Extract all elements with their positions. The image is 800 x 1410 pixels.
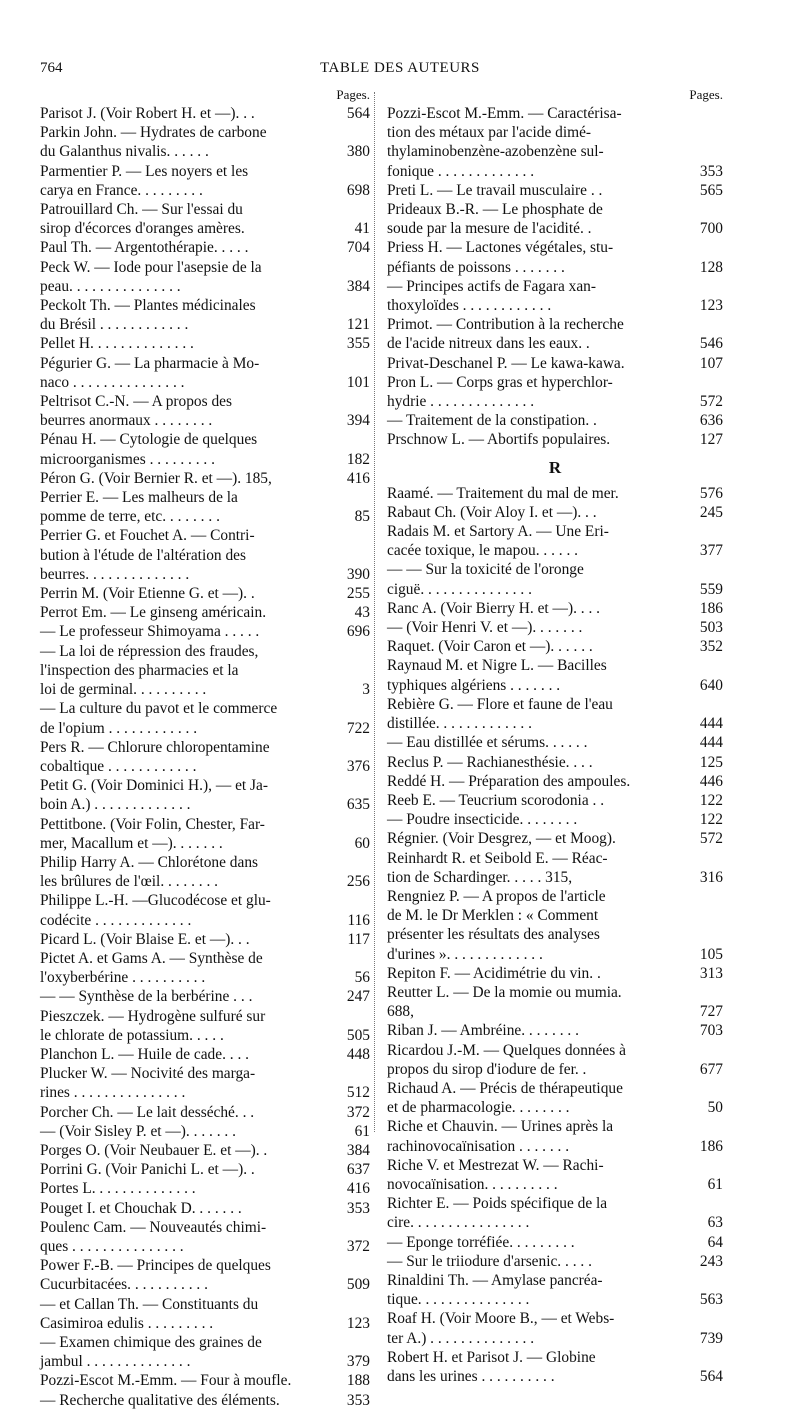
entry-text: Rebière G. — Flore et faune de l'eau distillée. . . . . . . . . . . . . bbox=[387, 695, 613, 733]
entry-page-number: 353 bbox=[346, 1391, 370, 1409]
index-entry bbox=[40, 200, 370, 238]
entry-text: Pozzi-Escot M.-Emm. — Caractérisa- tion des métaux par l'acide dimé- thylaminobenzène-azobenzène sul- fonique . . . . . . . . . . . . . bbox=[387, 105, 622, 180]
entry-text: Preti L. — Le travail musculaire . . bbox=[387, 181, 603, 199]
entry-text: Perrier E. — Les malheurs de la pomme de terre, etc. . . . . . . . bbox=[40, 489, 238, 526]
column-divider bbox=[374, 92, 375, 1132]
index-entry bbox=[40, 1218, 370, 1256]
entry-page-number: 243 bbox=[699, 1252, 723, 1270]
index-entry bbox=[40, 603, 370, 622]
index-entry bbox=[40, 891, 370, 929]
index-entry bbox=[40, 1333, 370, 1371]
entry-page-number: 722 bbox=[346, 719, 370, 737]
entry-text: Richaud A. — Précis de thérapeutique et de pharmacologie. . . . . . . . bbox=[387, 1079, 623, 1117]
index-entry bbox=[387, 1021, 723, 1040]
entry-page-number: 353 bbox=[346, 1199, 370, 1217]
entry-text: Power F.-B. — Principes de quelques Cucurbitacées. . . . . . . . . . . bbox=[40, 1257, 271, 1294]
entry-text: Peltrisot C.-N. — A propos des beurres anormaux . . . . . . . . bbox=[40, 393, 232, 430]
index-entry bbox=[387, 1194, 723, 1232]
entry-text: Péron G. (Voir Bernier R. et —). 185, bbox=[40, 469, 272, 487]
entry-page-number: 245 bbox=[699, 503, 723, 521]
index-entry bbox=[40, 469, 370, 488]
entry-text: Reclus P. — Rachianesthésie. . . . bbox=[387, 753, 593, 771]
entry-text: — Examen chimique des graines de jambul . . . . . . . . . . . . . . bbox=[40, 1334, 262, 1371]
index-entry bbox=[387, 1156, 723, 1194]
entry-text: Repiton F. — Acidimétrie du vin. . bbox=[387, 964, 601, 982]
entry-page-number: 123 bbox=[346, 1314, 370, 1332]
index-entry bbox=[387, 753, 723, 772]
index-entry bbox=[40, 1103, 370, 1122]
entry-page-number: 116 bbox=[347, 911, 370, 929]
index-entry bbox=[40, 162, 370, 200]
index-entry bbox=[387, 733, 723, 752]
entry-text: Perrier G. et Fouchet A. — Contri- bution à l'étude de l'altération des beurres. . . . . . . . . . . . . . bbox=[40, 527, 255, 583]
entry-text: Portes L. . . . . . . . . . . . . . bbox=[40, 1180, 196, 1198]
index-entry bbox=[40, 354, 370, 392]
entry-page-number: 41 bbox=[354, 220, 370, 238]
entry-page-number: 122 bbox=[699, 811, 723, 829]
entry-page-number: 50 bbox=[707, 1099, 723, 1117]
index-entry bbox=[387, 373, 723, 411]
entry-text: Pers R. — Chlorure chloropentamine cobaltique . . . . . . . . . . . . bbox=[40, 738, 270, 775]
entry-text: Rabaut Ch. (Voir Aloy I. et —). . . bbox=[387, 503, 597, 521]
entry-text: Pellet H. . . . . . . . . . . . . . bbox=[40, 335, 194, 353]
entry-text: Raquet. (Voir Caron et —). . . . . . bbox=[387, 638, 593, 656]
entry-text: Reeb E. — Teucrium scorodonia . . bbox=[387, 791, 605, 809]
right-entries-r bbox=[387, 484, 723, 1387]
index-entry bbox=[40, 1141, 370, 1160]
entry-page-number: 64 bbox=[707, 1233, 723, 1251]
entry-page-number: 563 bbox=[699, 1291, 723, 1309]
index-entry bbox=[387, 772, 723, 791]
entry-text: Ricardou J.-M. — Quelques données à propos du sirop d'iodure de fer. . bbox=[387, 1041, 626, 1078]
index-entry bbox=[40, 853, 370, 891]
index-entry bbox=[40, 296, 370, 334]
entry-page-number: 376 bbox=[346, 757, 370, 775]
entry-text: Picard L. (Voir Blaise E. et —). . . bbox=[40, 930, 250, 948]
entry-page-number: 377 bbox=[699, 542, 723, 560]
entry-text: Pénau H. — Cytologie de quelques microorganismes . . . . . . . . . bbox=[40, 431, 258, 468]
index-entry bbox=[387, 238, 723, 276]
entry-page-number: 256 bbox=[346, 873, 370, 891]
entry-page-number: 125 bbox=[699, 753, 723, 771]
index-entry bbox=[40, 1064, 370, 1102]
entry-page-number: 696 bbox=[346, 623, 370, 641]
index-entry bbox=[40, 1179, 370, 1198]
entry-text: — Traitement de la constipation. . bbox=[387, 412, 597, 430]
index-entry bbox=[387, 354, 723, 373]
entry-page-number: 640 bbox=[699, 676, 723, 694]
entry-page-number: 121 bbox=[346, 316, 370, 334]
index-entry bbox=[387, 849, 723, 887]
entry-text: Régnier. (Voir Desgrez, — et Moog). bbox=[387, 830, 616, 848]
entry-page-number: 637 bbox=[346, 1161, 370, 1179]
entry-page-number: 101 bbox=[346, 373, 370, 391]
entry-text: Paul Th. — Argentothérapie. . . . . bbox=[40, 239, 249, 257]
entry-text: Perrin M. (Voir Etienne G. et —). . bbox=[40, 585, 255, 603]
index-entry bbox=[40, 622, 370, 641]
entry-page-number: 128 bbox=[699, 258, 723, 276]
index-entry bbox=[387, 484, 723, 503]
index-entry bbox=[387, 104, 723, 181]
index-entry bbox=[40, 526, 370, 584]
index-entry bbox=[387, 1079, 723, 1117]
entry-page-number: 107 bbox=[699, 354, 723, 372]
entry-page-number: 572 bbox=[699, 830, 723, 848]
entry-text: Reinhardt R. et Seibold E. — Réac- tion de Schardinger. . . . . 315, bbox=[387, 849, 608, 886]
entry-text: — Eponge torréfiée. . . . . . . . . bbox=[387, 1233, 575, 1251]
index-entry bbox=[40, 776, 370, 814]
entry-page-number: 372 bbox=[346, 1237, 370, 1255]
index-entry bbox=[40, 238, 370, 257]
entry-text: — (Voir Henri V. et —). . . . . . . bbox=[387, 619, 583, 637]
index-entry bbox=[40, 1122, 370, 1141]
index-entry bbox=[40, 584, 370, 603]
entry-text: Ranc A. (Voir Bierry H. et —). . . . bbox=[387, 599, 601, 617]
index-entry bbox=[387, 1041, 723, 1079]
index-entry bbox=[387, 522, 723, 560]
index-entry bbox=[387, 430, 723, 449]
entry-page-number: 122 bbox=[699, 791, 723, 809]
entry-text: Plucker W. — Nocivité des marga- rines . . . . . . . . . . . . . . . bbox=[40, 1065, 256, 1102]
entry-page-number: 446 bbox=[699, 772, 723, 790]
entry-page-number: 61 bbox=[707, 1175, 723, 1193]
pages-label: Pages. bbox=[689, 87, 723, 102]
entry-text: Priess H. — Lactones végétales, stu- péfiants de poissons . . . . . . . bbox=[387, 239, 614, 276]
index-entry bbox=[387, 1252, 723, 1271]
entry-page-number: 394 bbox=[346, 412, 370, 430]
entry-text: Philippe L.-H. —Glucodécose et glu- codécite . . . . . . . . . . . . . bbox=[40, 892, 271, 929]
entry-text: Riche et Chauvin. — Urines après la rachinovocaïnisation . . . . . . . bbox=[387, 1118, 614, 1155]
entry-text: — — Synthèse de la berbérine . . . bbox=[40, 988, 253, 1006]
index-entry bbox=[387, 656, 723, 694]
entry-page-number: 255 bbox=[346, 585, 370, 603]
entry-text: Rengniez P. — A propos de l'article de M. le Dr Merklen : « Comment présenter les résultats des analyses d'urines ». . . . . . . . . . . . . bbox=[387, 887, 606, 963]
entry-page-number: 380 bbox=[346, 143, 370, 161]
entry-text: — (Voir Sisley P. et —). . . . . . . bbox=[40, 1122, 236, 1140]
index-entry bbox=[387, 964, 723, 983]
entry-text: Reutter L. — De la momie ou mumia. 688, bbox=[387, 983, 622, 1021]
entry-text: Pégurier G. — La pharmacie à Mo- naco . . . . . . . . . . . . . . . bbox=[40, 354, 260, 391]
entry-page-number: 503 bbox=[699, 619, 723, 637]
index-entry bbox=[40, 1199, 370, 1218]
index-entry bbox=[40, 1045, 370, 1064]
entry-text: Pieszczek. — Hydrogène sulfuré sur le chlorate de potassium. . . . . bbox=[40, 1007, 266, 1044]
pages-label: Pages. bbox=[336, 87, 370, 102]
entry-page-number: 379 bbox=[346, 1353, 370, 1371]
index-entry bbox=[387, 829, 723, 848]
entry-page-number: 727 bbox=[699, 1003, 723, 1021]
entry-text: — La loi de répression des fraudes, l'inspection des pharmacies et la loi de germinal. . . . . . . . . . bbox=[40, 642, 259, 699]
entry-text: Porcher Ch. — Le lait desséché. . . bbox=[40, 1103, 255, 1121]
index-entry bbox=[387, 1271, 723, 1309]
index-entry bbox=[40, 258, 370, 296]
entry-text: — Poudre insecticide. . . . . . . . bbox=[387, 811, 578, 829]
entry-page-number: 247 bbox=[346, 988, 370, 1006]
entry-text: Planchon L. — Huile de cade. . . . bbox=[40, 1045, 249, 1063]
entry-text: Pozzi-Escot M.-Emm. — Four à moufle. bbox=[40, 1372, 292, 1390]
index-entry bbox=[387, 983, 723, 1021]
entry-text: — La culture du pavot et le commerce de l'opium . . . . . . . . . . . . bbox=[40, 700, 278, 737]
right-column bbox=[387, 86, 723, 1386]
entry-page-number: 313 bbox=[699, 964, 723, 982]
entry-page-number: 576 bbox=[699, 484, 723, 502]
entry-page-number: 85 bbox=[354, 508, 370, 526]
entry-text: — Le professeur Shimoyama . . . . . bbox=[40, 623, 260, 641]
index-entry bbox=[40, 1371, 370, 1390]
entry-page-number: 416 bbox=[346, 1180, 370, 1198]
entry-text: Riche V. et Mestrezat W. — Rachi- novocaïnisation. . . . . . . . . . bbox=[387, 1156, 604, 1193]
index-entry bbox=[40, 1295, 370, 1333]
entry-page-number: 61 bbox=[354, 1122, 370, 1140]
entry-text: Pictet A. et Gams A. — Synthèse de l'oxyberbérine . . . . . . . . . . bbox=[40, 949, 263, 987]
entry-page-number: 739 bbox=[699, 1329, 723, 1347]
entry-page-number: 60 bbox=[354, 834, 370, 852]
index-entry bbox=[387, 599, 723, 618]
index-entry bbox=[40, 1160, 370, 1179]
index-entry bbox=[40, 488, 370, 526]
index-entry bbox=[387, 200, 723, 238]
index-entry bbox=[40, 1256, 370, 1294]
entry-text: — Recherche qualitative des éléments. bbox=[40, 1391, 280, 1409]
index-entry bbox=[40, 930, 370, 949]
index-entry bbox=[40, 392, 370, 430]
index-entry bbox=[387, 560, 723, 598]
entry-page-number: 384 bbox=[346, 1141, 370, 1159]
entry-text: Richter E. — Poids spécifique de la cire. . . . . . . . . . . . . . . . bbox=[387, 1195, 608, 1232]
entry-page-number: 117 bbox=[347, 930, 370, 948]
entry-text: — et Callan Th. — Constituants du Casimiroa edulis . . . . . . . . . bbox=[40, 1295, 259, 1332]
entry-page-number: 636 bbox=[699, 412, 723, 430]
entry-text: Primot. — Contribution à la recherche de l'acide nitreux dans les eaux. . bbox=[387, 316, 624, 353]
entry-text: Porrini G. (Voir Panichi L. et —). . bbox=[40, 1161, 255, 1179]
index-entry bbox=[387, 791, 723, 810]
entry-page-number: 188 bbox=[346, 1372, 370, 1390]
entry-text: Petit G. (Voir Dominici H.), — et Ja- boin A.) . . . . . . . . . . . . . bbox=[40, 777, 268, 814]
entry-text: — Eau distillée et sérums. . . . . . bbox=[387, 734, 588, 752]
entry-text: — — Sur la toxicité de l'oronge ciguë. . . . . . . . . . . . . . . bbox=[387, 561, 584, 598]
left-column bbox=[40, 86, 370, 1410]
entry-text: Prschnow L. — Abortifs populaires. bbox=[387, 431, 611, 449]
index-entry bbox=[40, 334, 370, 353]
entry-page-number: 564 bbox=[699, 1368, 723, 1385]
entry-text: — Principes actifs de Fagara xan- thoxyloïdes . . . . . . . . . . . . bbox=[387, 277, 596, 315]
entry-page-number: 63 bbox=[707, 1214, 723, 1232]
index-entry bbox=[387, 618, 723, 637]
entry-text: Pouget I. et Chouchak D. . . . . . . bbox=[40, 1199, 242, 1217]
entry-page-number: 559 bbox=[699, 580, 723, 598]
entry-text: Peckolt Th. — Plantes médicinales du Brésil . . . . . . . . . . . . bbox=[40, 297, 256, 334]
entry-page-number: 698 bbox=[346, 181, 370, 199]
entry-text: Reddé H. — Préparation des ampoules. bbox=[387, 772, 631, 790]
entry-page-number: 353 bbox=[699, 162, 723, 180]
entry-text: Rinaldini Th. — Amylase pancréa- tique. . . . . . . . . . . . . . . bbox=[387, 1271, 603, 1309]
entry-page-number: 56 bbox=[354, 969, 370, 987]
left-entries bbox=[40, 104, 370, 1410]
index-entry bbox=[387, 637, 723, 656]
index-entry bbox=[40, 699, 370, 737]
entry-text: Pettitbone. (Voir Folin, Chester, Far- mer, Macallum et —). . . . . . . bbox=[40, 815, 265, 852]
entry-page-number: 105 bbox=[699, 945, 723, 963]
index-entry bbox=[40, 123, 370, 161]
entry-page-number: 444 bbox=[699, 715, 723, 733]
index-entry bbox=[40, 987, 370, 1006]
entry-page-number: 123 bbox=[699, 297, 723, 315]
entry-page-number: 384 bbox=[346, 277, 370, 295]
entry-text: Perrot Em. — Le ginseng américain. bbox=[40, 604, 267, 622]
entry-page-number: 182 bbox=[346, 450, 370, 468]
entry-text: Porges O. (Voir Neubauer E. et —). . bbox=[40, 1141, 268, 1159]
entry-page-number: 700 bbox=[699, 220, 723, 238]
index-entry bbox=[40, 738, 370, 776]
index-entry bbox=[40, 815, 370, 853]
entry-text: Roaf H. (Voir Moore B., — et Webs- ter A.) . . . . . . . . . . . . . . bbox=[387, 1310, 615, 1347]
entry-text: Radais M. et Sartory A. — Une Eri- cacée toxique, le mapou. . . . . . bbox=[387, 523, 609, 560]
index-entry bbox=[40, 1007, 370, 1045]
entry-text: Parkin John. — Hydrates de carbone du Galanthus nivalis. . . . . . bbox=[40, 124, 267, 161]
entry-text: Raynaud M. et Nigre L. — Bacilles typhiques algériens . . . . . . . bbox=[387, 657, 607, 694]
entry-text: Parisot J. (Voir Robert H. et —). . . bbox=[40, 105, 255, 122]
entry-text: Philip Harry A. — Chlorétone dans les brûlures de l'œil. . . . . . . . bbox=[40, 853, 259, 891]
entry-page-number: 372 bbox=[346, 1103, 370, 1121]
index-entry bbox=[387, 411, 723, 430]
entry-page-number: 416 bbox=[346, 469, 370, 487]
index-entry bbox=[387, 315, 723, 353]
entry-text: Raamé. — Traitement du mal de mer. bbox=[387, 484, 619, 502]
entry-page-number: 43 bbox=[354, 604, 370, 622]
index-entry bbox=[387, 810, 723, 829]
entry-text: — Sur le triiodure d'arsenic. . . . . bbox=[387, 1252, 592, 1270]
index-entry bbox=[387, 1117, 723, 1155]
entry-text: Pron L. — Corps gras et hyperchlor- hydrie . . . . . . . . . . . . . . bbox=[387, 373, 613, 411]
entry-text: Privat-Deschanel P. — Le kawa-kawa. bbox=[387, 354, 625, 372]
entry-page-number: 316 bbox=[699, 868, 723, 886]
right-entries-p bbox=[387, 104, 723, 450]
entry-page-number: 186 bbox=[699, 1137, 723, 1155]
index-entry bbox=[387, 503, 723, 522]
index-entry bbox=[387, 1348, 723, 1386]
entry-text: Parmentier P. — Les noyers et les carya en France. . . . . . . . . bbox=[40, 162, 249, 199]
index-entry bbox=[40, 104, 370, 123]
entry-page-number: 355 bbox=[346, 335, 370, 353]
index-entry bbox=[40, 1391, 370, 1410]
index-entry bbox=[40, 430, 370, 468]
entry-page-number: 352 bbox=[699, 638, 723, 656]
entry-text: Prideaux B.-R. — Le phosphate de soude par la mesure de l'acidité. . bbox=[387, 201, 603, 238]
index-entry bbox=[40, 949, 370, 987]
index-entry bbox=[387, 277, 723, 315]
entry-text: Poulenc Cam. — Nouveautés chimi- ques . . . . . . . . . . . . . . . bbox=[40, 1218, 267, 1255]
section-letter: R bbox=[548, 457, 562, 477]
entry-page-number: 127 bbox=[699, 431, 723, 449]
entry-page-number: 186 bbox=[699, 599, 723, 617]
index-entry bbox=[387, 887, 723, 964]
entry-page-number: 444 bbox=[699, 734, 723, 752]
entry-page-number: 546 bbox=[699, 335, 723, 353]
running-title: TABLE DES AUTEURS bbox=[320, 60, 480, 76]
entry-page-number: 509 bbox=[346, 1276, 370, 1294]
entry-page-number: 390 bbox=[346, 565, 370, 583]
entry-page-number: 572 bbox=[699, 393, 723, 411]
entry-page-number: 635 bbox=[346, 796, 370, 814]
index-entry bbox=[387, 1233, 723, 1252]
entry-page-number: 704 bbox=[346, 239, 370, 257]
entry-page-number: 3 bbox=[362, 681, 370, 699]
entry-text: Robert H. et Parisot J. — Globine dans les urines . . . . . . . . . . bbox=[387, 1348, 596, 1385]
entry-page-number: 703 bbox=[699, 1022, 723, 1040]
entry-text: Patrouillard Ch. — Sur l'essai du sirop d'écorces d'oranges amères. bbox=[40, 201, 245, 238]
entry-page-number: 677 bbox=[699, 1060, 723, 1078]
page-number: 764 bbox=[40, 60, 63, 76]
entry-page-number: 512 bbox=[346, 1084, 370, 1102]
entry-page-number: 564 bbox=[346, 105, 370, 122]
index-entry bbox=[387, 181, 723, 200]
entry-text: Riban J. — Ambréine. . . . . . . . bbox=[387, 1022, 579, 1040]
entry-page-number: 505 bbox=[346, 1026, 370, 1044]
entry-text: Peck W. — Iode pour l'asepsie de la peau. . . . . . . . . . . . . . . bbox=[40, 258, 262, 295]
index-entry bbox=[40, 642, 370, 700]
entry-page-number: 448 bbox=[346, 1045, 370, 1063]
entry-page-number: 565 bbox=[699, 181, 723, 199]
index-entry bbox=[387, 695, 723, 733]
